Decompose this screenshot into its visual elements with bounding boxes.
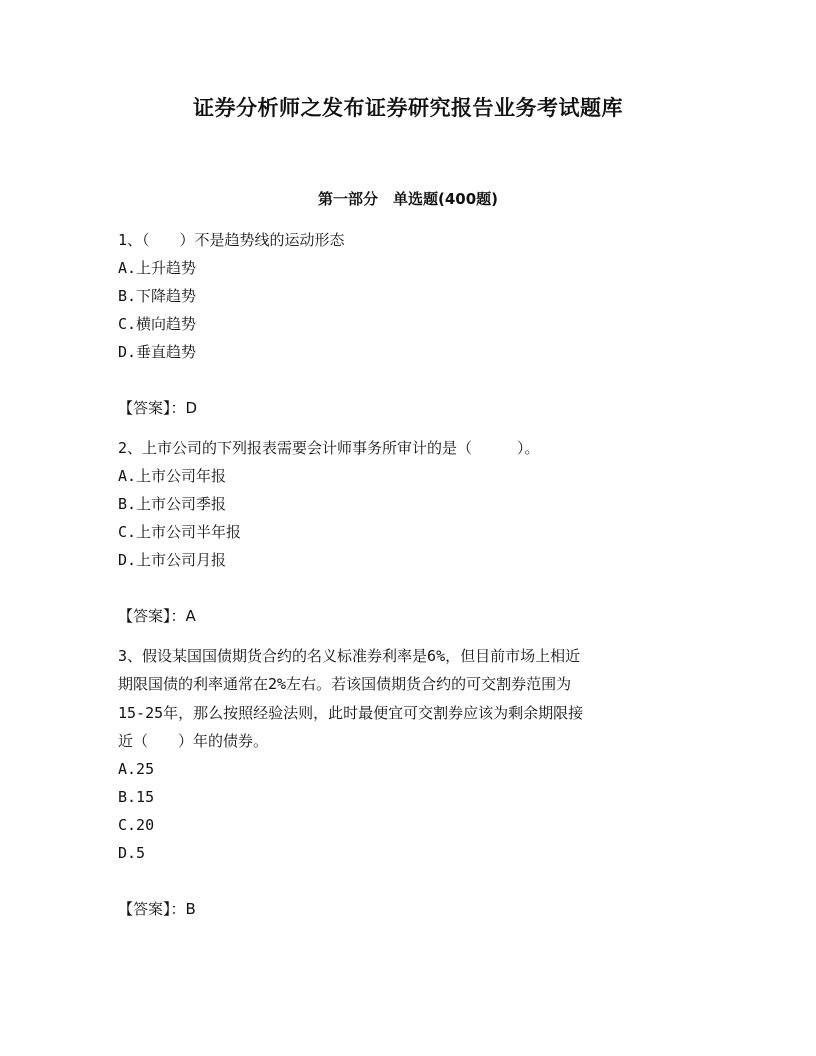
question-2-stem: 2、上市公司的下列报表需要会计师事务所审计的是（ ）。 <box>118 439 540 457</box>
question-3-stem-line-1: 3、假设某国国债期货合约的名义标准券利率是6%，但目前市场上相近 <box>118 647 581 665</box>
question-3-stem-line-2: 期限国债的利率通常在2%左右。若该国债期货合约的可交割券范围为 <box>118 675 572 693</box>
question-1-stem: 1、（ ）不是趋势线的运动形态 <box>118 231 345 249</box>
question-2-option-a: A.上市公司年报 <box>118 467 227 485</box>
question-3-option-b: B.15 <box>118 788 155 806</box>
question-1-answer: 【答案】：D <box>118 399 198 417</box>
question-1-option-b: B.下降趋势 <box>118 287 197 305</box>
section-heading: 第一部分 单选题(400题) <box>317 190 499 208</box>
question-3-option-d: D.5 <box>118 844 146 862</box>
question-1-option-c: C.横向趋势 <box>118 315 197 333</box>
question-3-option-a: A.25 <box>118 760 155 778</box>
question-2-option-c: C.上市公司半年报 <box>118 523 242 541</box>
question-3-stem-line-3: 15-25年，那么按照经验法则，此时最便宜可交割券应该为剩余期限接 <box>118 704 584 722</box>
question-2-option-b: B.上市公司季报 <box>118 495 227 513</box>
question-1-option-d: D.垂直趋势 <box>118 343 197 361</box>
question-1-option-a: A.上升趋势 <box>118 259 197 277</box>
document-title: 证券分析师之发布证券研究报告业务考试题库 <box>193 95 623 120</box>
question-2-answer: 【答案】：A <box>118 607 196 625</box>
question-3-stem-line-4: 近（ ）年的债券。 <box>118 732 269 750</box>
question-3-option-c: C.20 <box>118 816 155 834</box>
question-2-option-d: D.上市公司月报 <box>118 551 227 569</box>
question-3-answer: 【答案】：B <box>118 900 196 918</box>
